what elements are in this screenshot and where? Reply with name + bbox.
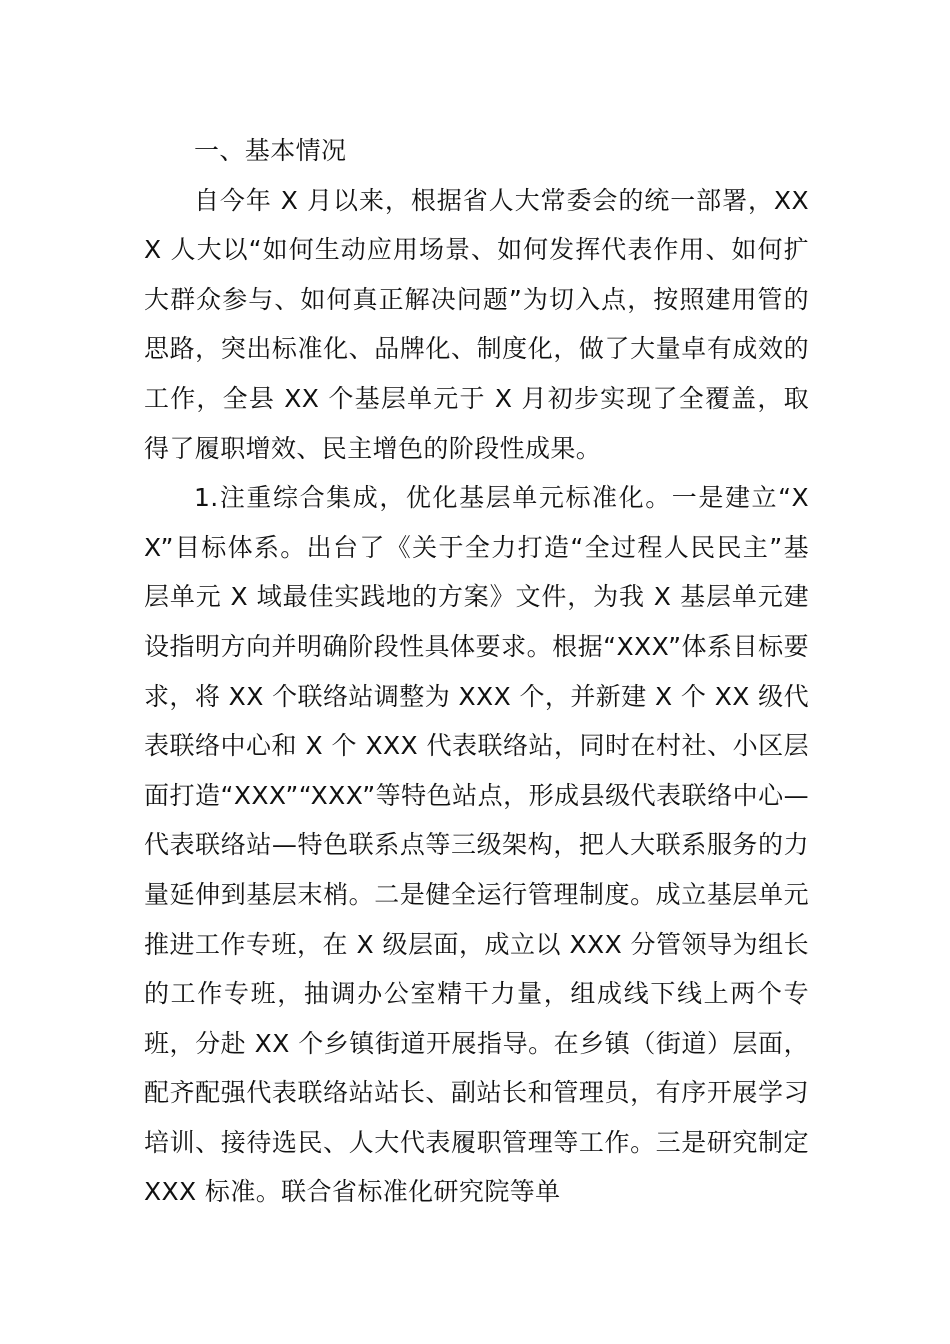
document-body [144,126,809,1217]
paragraph-basic-situation: 自今年 X 月以来，根据省人大常委会的统一部署，XXX 人大以“如何生动应用场景、如何发挥代表作用、如何扩大群众参与、如何真正解决问题”为切入点，按照建用管的思路，突出标准化、品牌化、制度化，做了大量卓有成效的工作，全县 XX 个基层单元于 X 月初步实现了全覆盖，取得了履职增效、民主增色的阶段性成果。 [144,185,809,463]
section-heading: 一、基本情况 [194,136,347,165]
paragraph-standardization: 1.注重综合集成，优化基层单元标准化。一是建立“XX”目标体系。出台了《关于全力打造“全过程人民民主”基层单元 X 域最佳实践地的方案》文件，为我 X 基层单元建设指明方向并明确阶段性具体要求。根据“XXX”体系目标要求，将 XX 个联络站调整为 XXX 个，并新建 X 个 XX 级代表联络中心和 X 个 XXX 代表联络站，同时在村社、小区层面打造“XXX”“XXX”等特色站点，形成县级代表联络中心—代表联络站—特色联系点等三级架构，把人大联系服务的力量延伸到基层末梢。二是健全运行管理制度。成立基层单元推进工作专班，在 X 级层面，成立以 XXX 分管领导为组长的工作专班，抽调办公室精干力量，组成线下线上两个专班，分赴 XX 个乡镇街道开展指导。在乡镇（街道）层面，配齐配强代表联络站站长、副站长和管理员，有序开展学习培训、接待选民、人大代表履职管理等工作。三是研究制定 XXX 标准。联合省标准化研究院等单 [144,483,809,1207]
